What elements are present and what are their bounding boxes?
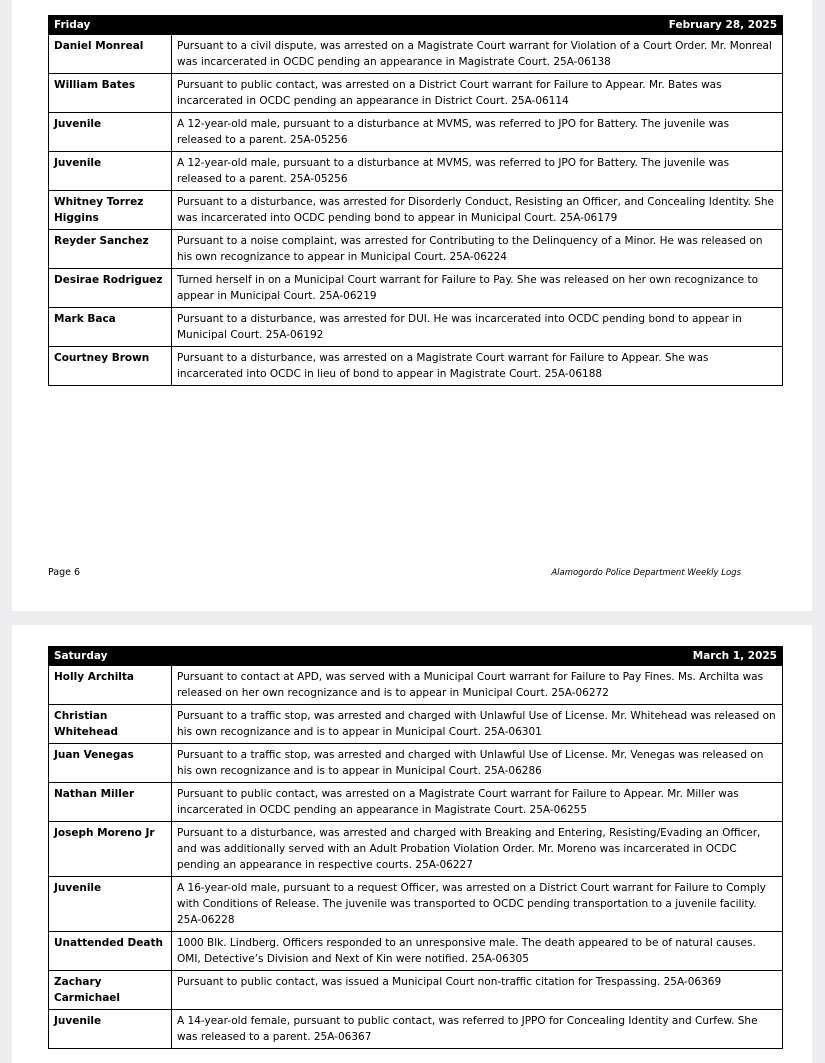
person-name: Juvenile xyxy=(49,152,172,191)
table-row xyxy=(49,932,783,971)
person-name: Mark Baca xyxy=(49,308,172,347)
table-row xyxy=(49,877,783,932)
incident-description: Pursuant to a disturbance, was arrested for Disorderly Conduct, Resisting an Officer, and Concealing Identity. She was incarcerated into OCDC pending bond to appear in Municipal Court. 25A-06179 xyxy=(172,191,783,230)
incident-description: Pursuant to a traffic stop, was arrested and charged with Unlawful Use of License. Mr. Whitehead was released on his own recognizance and is to appear in Municipal Court. 25A-06301 xyxy=(172,705,783,744)
incident-description: A 12-year-old male, pursuant to a disturbance at MVMS, was referred to JPO for Battery. The juvenile was released to a parent. 25A-05256 xyxy=(172,113,783,152)
person-name: Unattended Death xyxy=(49,932,172,971)
incident-description: 1000 Blk. Lindberg. Officers responded to an unresponsive male. The death appeared to be of natural causes. OMI, Detective’s Division and Next of Kin were notified. 25A-06305 xyxy=(172,932,783,971)
table-row xyxy=(49,152,783,191)
date-label: March 1, 2025 xyxy=(172,647,783,666)
table-row xyxy=(49,347,783,386)
table-row xyxy=(49,113,783,152)
date-label: February 28, 2025 xyxy=(172,16,783,35)
table-row xyxy=(49,666,783,705)
incident-description: Pursuant to a traffic stop, was arrested and charged with Unlawful Use of License. Mr. Venegas was released on his own recognizance and is to appear in Municipal Court. 25A-06286 xyxy=(172,744,783,783)
incident-description: Pursuant to a disturbance, was arrested on a Magistrate Court warrant for Failure to Appear. She was incarcerated into OCDC in lieu of bond to appear in Magistrate Court. 25A-06188 xyxy=(172,347,783,386)
person-name: Reyder Sanchez xyxy=(49,230,172,269)
incident-description: Pursuant to a civil dispute, was arrested on a Magistrate Court warrant for Violation of a Court Order. Mr. Monreal was incarcerated in OCDC pending an appearance in Magistrate Court. 25A-06138 xyxy=(172,35,783,74)
page-number: Page 6 xyxy=(48,567,81,578)
day-label: Saturday xyxy=(49,647,172,666)
person-name: William Bates xyxy=(49,74,172,113)
table-row xyxy=(49,74,783,113)
day-label: Friday xyxy=(49,16,172,35)
person-name: Juan Venegas xyxy=(49,744,172,783)
table-row xyxy=(49,971,783,1010)
person-name: Juvenile xyxy=(49,1010,172,1049)
table-row xyxy=(49,269,783,308)
person-name: Courtney Brown xyxy=(49,347,172,386)
person-name: Joseph Moreno Jr xyxy=(49,822,172,877)
day-header-row xyxy=(49,16,783,35)
footer-title: Alamogordo Police Department Weekly Logs xyxy=(551,568,741,578)
incident-description: A 16-year-old male, pursuant to a request Officer, was arrested on a District Court warrant for Failure to Comply with Conditions of Release. The juvenile was transported to OCDC pending transportation to a juvenile facility. 25A-06228 xyxy=(172,877,783,932)
person-name: Daniel Monreal xyxy=(49,35,172,74)
incident-description: Turned herself in on a Municipal Court warrant for Failure to Pay. She was released on her own recognizance to appear in Municipal Court. 25A-06219 xyxy=(172,269,783,308)
person-name: Desirae Rodriguez xyxy=(49,269,172,308)
saturday-log-table xyxy=(48,646,783,1049)
table-row xyxy=(49,230,783,269)
page-7 xyxy=(12,625,812,1063)
table-row xyxy=(49,35,783,74)
table-row xyxy=(49,744,783,783)
person-name: Holly Archilta xyxy=(49,666,172,705)
day-header-row xyxy=(49,647,783,666)
incident-description: Pursuant to public contact, was arrested on a Magistrate Court warrant for Failure to Appear. Mr. Miller was incarcerated in OCDC pending an appearance in Magistrate Court. 25A-06255 xyxy=(172,783,783,822)
person-name: Christian Whitehead xyxy=(49,705,172,744)
person-name: Whitney Torrez Higgins xyxy=(49,191,172,230)
incident-description: Pursuant to public contact, was arrested on a District Court warrant for Failure to Appear. Mr. Bates was incarcerated in OCDC pending an appearance in District Court. 25A-06114 xyxy=(172,74,783,113)
incident-description: Pursuant to public contact, was issued a Municipal Court non-traffic citation for Trespassing. 25A-06369 xyxy=(172,971,783,1010)
incident-description: Pursuant to contact at APD, was served with a Municipal Court warrant for Failure to Pay Fines. Ms. Archilta was released on her own recognizance and is to appear in Municipal Court. 25A-06272 xyxy=(172,666,783,705)
table-row xyxy=(49,308,783,347)
table-row xyxy=(49,191,783,230)
table-row xyxy=(49,783,783,822)
incident-description: A 12-year-old male, pursuant to a disturbance at MVMS, was referred to JPO for Battery. The juvenile was released to a parent. 25A-05256 xyxy=(172,152,783,191)
incident-description: A 14-year-old female, pursuant to public contact, was referred to JPPO for Concealing Identity and Curfew. She was released to a parent. 25A-06367 xyxy=(172,1010,783,1049)
table-row xyxy=(49,822,783,877)
page-6 xyxy=(12,0,812,611)
person-name: Juvenile xyxy=(49,877,172,932)
incident-description: Pursuant to a noise complaint, was arrested for Contributing to the Delinquency of a Minor. He was released on his own recognizance to appear in Municipal Court. 25A-06224 xyxy=(172,230,783,269)
incident-description: Pursuant to a disturbance, was arrested for DUI. He was incarcerated into OCDC pending bond to appear in Municipal Court. 25A-06192 xyxy=(172,308,783,347)
table-row xyxy=(49,705,783,744)
person-name: Nathan Miller xyxy=(49,783,172,822)
person-name: Juvenile xyxy=(49,113,172,152)
friday-log-table xyxy=(48,15,783,386)
table-row xyxy=(49,1010,783,1049)
person-name: Zachary Carmichael xyxy=(49,971,172,1010)
incident-description: Pursuant to a disturbance, was arrested and charged with Breaking and Entering, Resisting/Evading an Officer, and was additionally served with an Adult Probation Violation Order. Mr. Moreno was incarcerated in OCDC pending an appearance in respective courts. 25A-06227 xyxy=(172,822,783,877)
